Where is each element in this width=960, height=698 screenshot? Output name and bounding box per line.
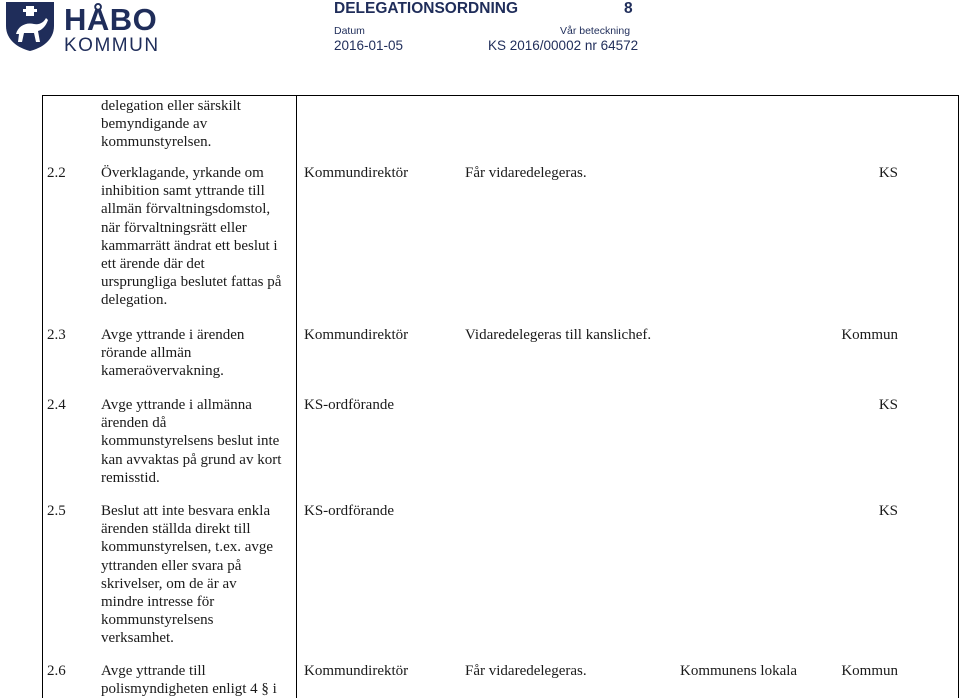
municipality-logo	[2, 0, 160, 56]
row-authority: KS	[878, 165, 898, 181]
logo-subtitle: KOMMUN	[64, 35, 160, 56]
date-label: Datum	[334, 25, 365, 37]
row-note: Vidaredelegeras till kanslichef.	[465, 327, 652, 343]
row-description: Avge yttrande i allmänna ärenden då kommunstyrelsens beslut inte kan avvaktas på grund av kort remisstid.	[101, 397, 282, 486]
reference-value: KS 2016/00002 nr 64572	[488, 38, 639, 53]
row-number: 2.2	[47, 165, 66, 181]
row-number: 2.6	[47, 663, 66, 679]
document-title: DELEGATIONSORDNING	[334, 0, 518, 17]
row-number: 2.3	[47, 327, 66, 343]
row-description: Beslut att inte besvara enkla ärenden ställda direkt till kommunstyrelsen, t.ex. avge yttranden eller svara på skrivelser, om de är av mindre intresse för kommunstyrelsens verksamhet.	[101, 503, 274, 647]
logo-wordmark: HÅBO	[64, 2, 158, 37]
row-description: Avge yttrande i ärenden rörande allmän kameraövervakning.	[101, 327, 245, 380]
row-delegate: Kommundirektör	[304, 165, 409, 181]
row-authority: Kommun	[841, 663, 898, 679]
row-delegate: KS-ordförande	[304, 503, 394, 519]
row-description: Avge yttrande till polismyndigheten enligt 4 § i	[101, 663, 277, 698]
date-value: 2016-01-05	[334, 38, 404, 53]
row-authority: KS	[878, 503, 898, 519]
row-number: 2.5	[47, 503, 66, 519]
row-extra-note: Kommunens lokala	[680, 663, 798, 679]
reference-label: Vår beteckning	[560, 25, 631, 37]
row-description: Överklagande, yrkande om inhibition samt yttrande till allmän förvaltningsdomstol, när förvaltningsrätt eller kammarrätt ändrat ett beslut i ett ärende där det ursprungliga beslutet fattas på delegation.	[101, 165, 282, 309]
coat-of-arms-icon	[2, 0, 58, 52]
page-number: 8	[624, 0, 633, 17]
row-number: 2.4	[47, 397, 66, 413]
row-description: delegation eller särskilt bemyndigande av kommunstyrelsen.	[101, 98, 241, 151]
row-delegate: Kommundirektör	[304, 663, 409, 679]
row-authority: Kommun	[841, 327, 898, 343]
row-delegate: KS-ordförande	[304, 397, 394, 413]
row-note: Får vidaredelegeras.	[465, 663, 587, 679]
column-divider	[296, 95, 297, 698]
row-authority: KS	[878, 397, 898, 413]
row-delegate: Kommundirektör	[304, 327, 409, 343]
row-note: Får vidaredelegeras.	[465, 165, 587, 181]
